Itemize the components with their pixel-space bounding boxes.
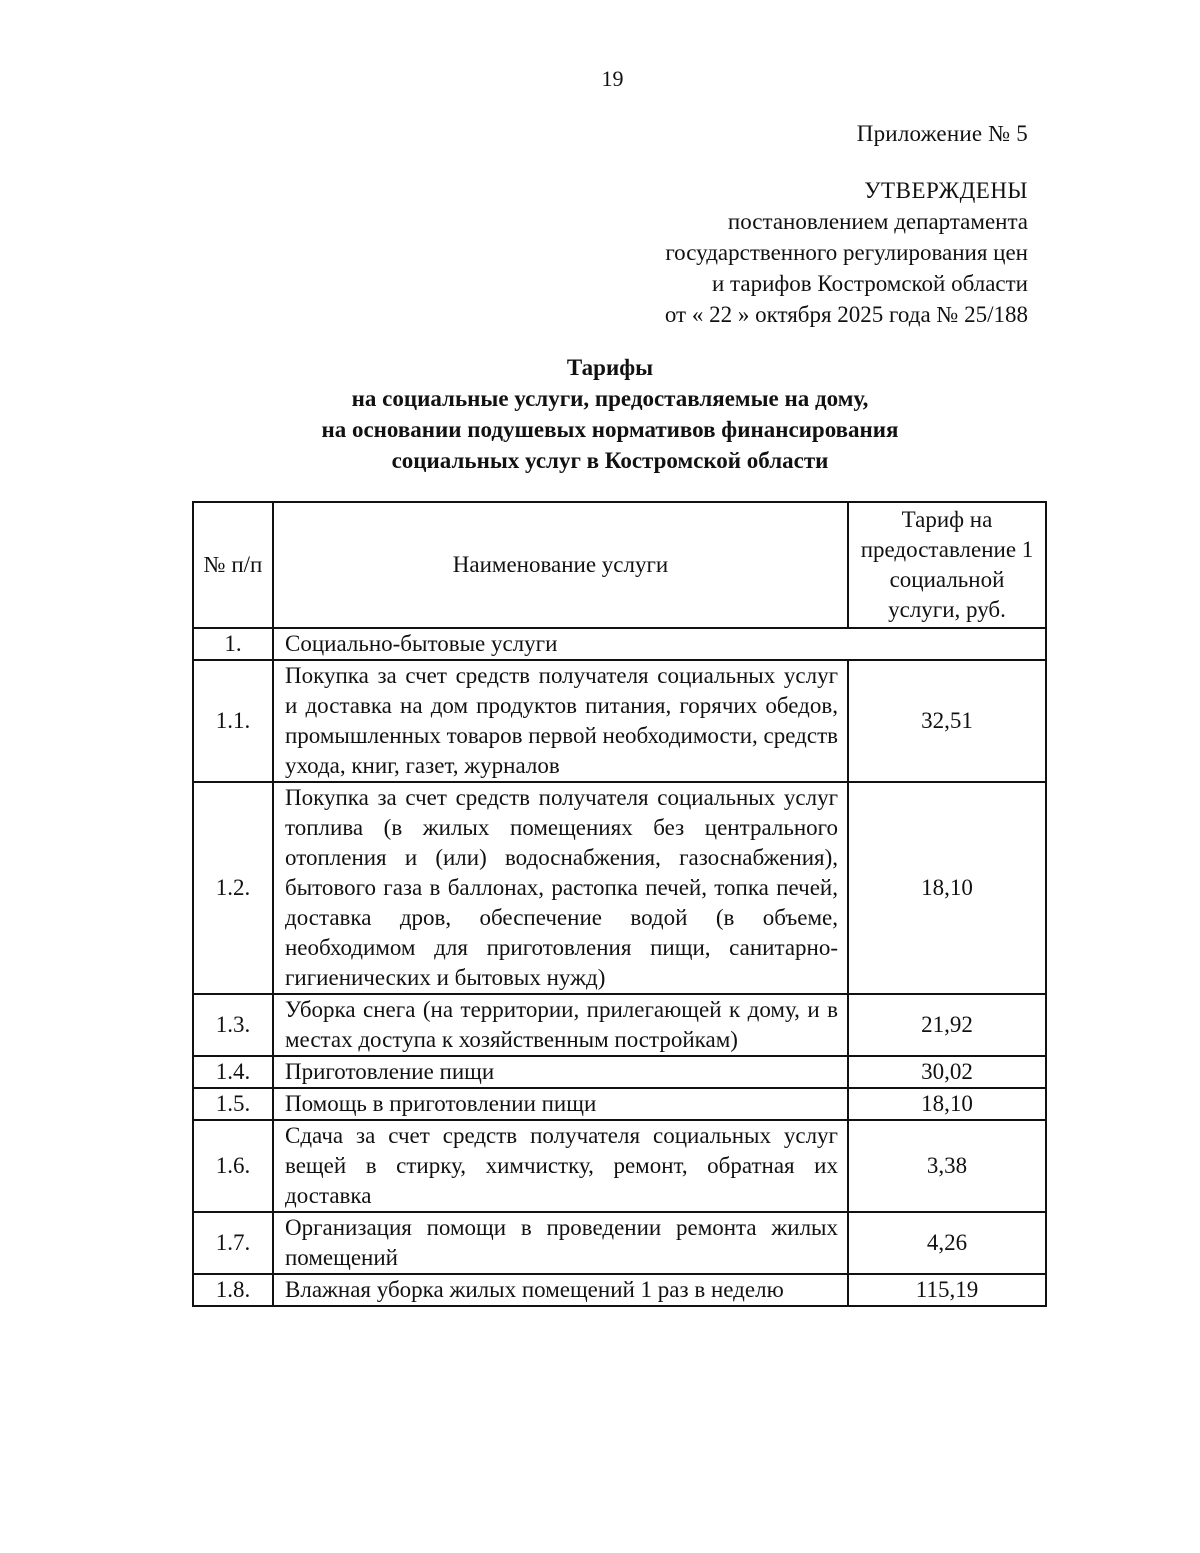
title-line: на социальные услуги, предоставляемые на дому, [351,386,869,411]
row-num: 1.8. [193,1274,273,1306]
approval-block [665,118,1028,330]
table-row [193,660,1046,782]
row-name: Уборка снега (на территории, прилегающей к дому, и в местах доступа к хозяйственным постройкам) [273,994,848,1056]
row-num: 1.2. [193,782,273,994]
header-name: Наименование услуги [273,502,848,628]
row-tariff: 32,51 [848,660,1046,782]
approval-line: и тарифов Костромской области [711,271,1028,296]
approval-line: государственного регулирования цен [665,240,1028,265]
section-name: Социально-бытовые услуги [273,628,1046,660]
row-name: Сдача за счет средств получателя социальных услуг вещей в стирку, химчистку, ремонт, обратная их доставка [273,1120,848,1212]
table-row [193,994,1046,1056]
row-tariff: 18,10 [848,1088,1046,1120]
header-tariff: Тариф на предоставление 1 социальной услуги, руб. [848,502,1046,628]
row-name: Влажная уборка жилых помещений 1 раз в неделю [273,1274,848,1306]
row-num: 1.3. [193,994,273,1056]
table-row [193,1120,1046,1212]
section-row [193,628,1046,660]
section-num: 1. [193,628,273,660]
table-row [193,1274,1046,1306]
table-row [193,1212,1046,1274]
row-name: Покупка за счет средств получателя социальных услуг топлива (в жилых помещениях без центрального отопления и (или) водоснабжения, газоснабжения), бытового газа в баллонах, растопка печей, топка печей, доставка дров, обеспечение водой (в объеме, необходимом для приготовления пищи, санитарно-гигиенических и бытовых нужд) [273,782,848,994]
title-line: на основании подушевых нормативов финансирования [321,417,899,442]
row-num: 1.1. [193,660,273,782]
table-header-row [193,502,1046,628]
row-num: 1.7. [193,1212,273,1274]
document-title [160,352,1060,476]
approved-label: УТВЕРЖДЕНЫ [864,178,1028,203]
title-line: социальных услуг в Костромской области [391,448,829,473]
row-tariff: 18,10 [848,782,1046,994]
row-name: Помощь в приготовлении пищи [273,1088,848,1120]
row-name: Покупка за счет средств получателя социальных услуг и доставка на дом продуктов питания, горячих обедов, промышленных товаров первой необходимости, средств ухода, книг, газет, журналов [273,660,848,782]
table-row [193,1088,1046,1120]
row-tariff: 115,19 [848,1274,1046,1306]
title-line: Тарифы [566,355,654,380]
header-num: № п/п [193,502,273,628]
approval-line: постановлением департамента [727,209,1028,234]
tariffs-table [192,501,1047,1307]
row-name: Организация помощи в проведении ремонта жилых помещений [273,1212,848,1274]
row-tariff: 4,26 [848,1212,1046,1274]
approval-line: от « 22 » октября 2025 года № 25/188 [664,302,1028,327]
appendix-label: Приложение № 5 [856,121,1028,146]
row-name: Приготовление пищи [273,1056,848,1088]
row-num: 1.6. [193,1120,273,1212]
row-num: 1.5. [193,1088,273,1120]
table-row [193,782,1046,994]
row-tariff: 21,92 [848,994,1046,1056]
row-tariff: 30,02 [848,1056,1046,1088]
page-number: 19 [601,66,624,91]
table-row [193,1056,1046,1088]
row-num: 1.4. [193,1056,273,1088]
row-tariff: 3,38 [848,1120,1046,1212]
